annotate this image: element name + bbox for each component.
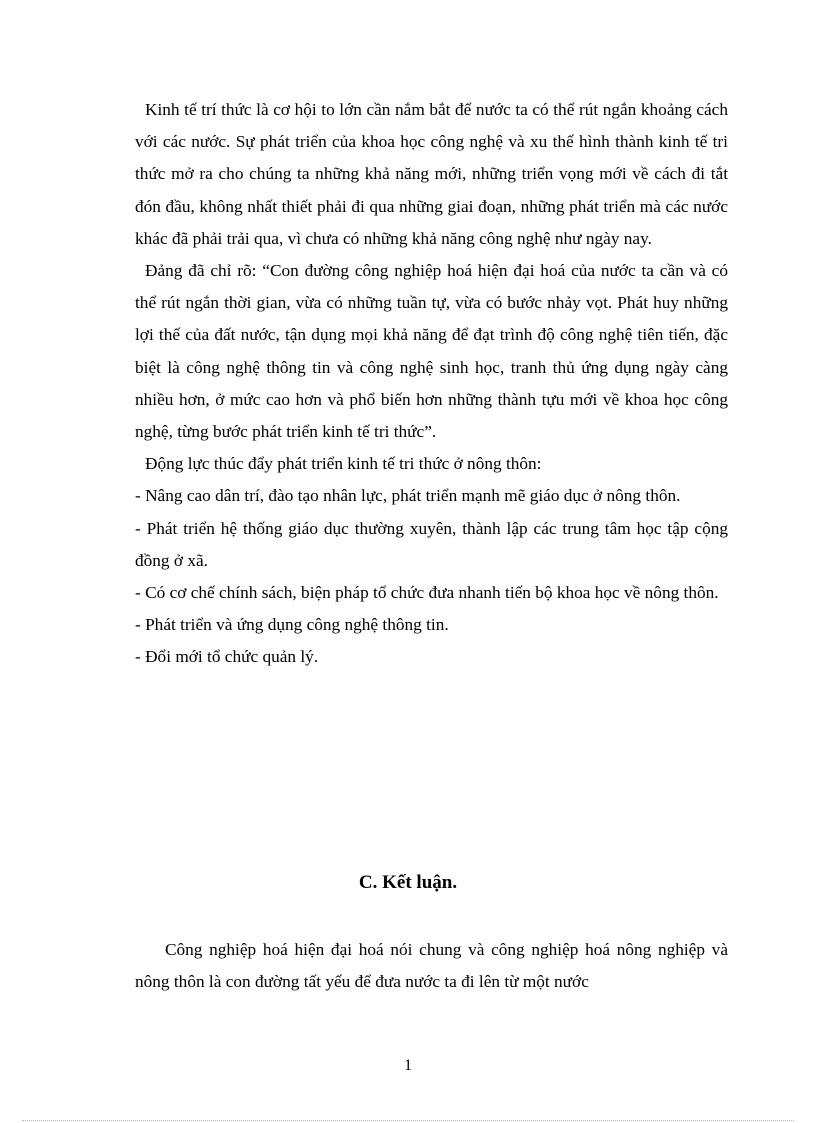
paragraph-drivers-intro: Động lực thúc đẩy phát triển kinh tế tri thức ở nông thôn:: [145, 454, 542, 474]
list-item: - Phát triển và ứng dụng công nghệ thông tin.: [135, 615, 449, 635]
section-title: C. Kết luận.: [358, 872, 458, 893]
page-number: 1: [404, 1057, 412, 1074]
paragraph-conclusion: Công nghiệp hoá hiện đại hoá nói chung và công nghiệp hoá nông nghiệp và nông thôn là con đường tất yếu để đưa nước ta đi lên từ một nước: [135, 940, 728, 992]
paragraph-party-quote: Đảng đã chỉ rõ: “Con đường công nghiệp hoá hiện đại hoá của nước ta cần và có thể rút ngắn thời gian, vừa có những tuần tự, vừa có bước nhảy vọt. Phát huy những lợi thế của đất nước, tận dụng mọi khả năng để đạt trình độ công nghệ tiên tiến, đặc biệt là công nghệ thông tin và công nghệ sinh học, tranh thủ ứng dụng ngày càng nhiều hơn, ở mức cao hơn và phổ biến hơn những thành tựu mới về khoa học công nghệ, từng bước phát triển kinh tế tri thức”.: [135, 261, 728, 442]
list-item: - Đổi mới tổ chức quản lý.: [135, 647, 319, 667]
paragraph-knowledge-economy: Kinh tế trí thức là cơ hội to lớn cần nắm bắt để nước ta có thể rút ngắn khoảng cách với các nước. Sự phát triển của khoa học công nghệ và xu thế hình thành kinh tế tri thức mở ra cho chúng ta những khả năng mới, những triển vọng mới về cách đi tắt đón đầu, không nhất thiết phải đi qua những giai đoạn, những phát triển mà các nước khác đã phải trải qua, vì chưa có những khả năng công nghệ như ngày nay.: [135, 100, 728, 248]
list-item: - Có cơ chế chính sách, biện pháp tổ chức đưa nhanh tiến bộ khoa học về nông thôn.: [135, 583, 719, 603]
list-item: - Nâng cao dân trí, đào tạo nhân lực, phát triển mạnh mẽ giáo dục ở nông thôn.: [135, 486, 681, 506]
body-text: [135, 94, 728, 674]
page-edge-divider: [22, 1120, 794, 1121]
list-item: - Phát triển hệ thống giáo dục thường xuyên, thành lập các trung tâm học tập cộng đồng ở xã.: [135, 518, 728, 570]
